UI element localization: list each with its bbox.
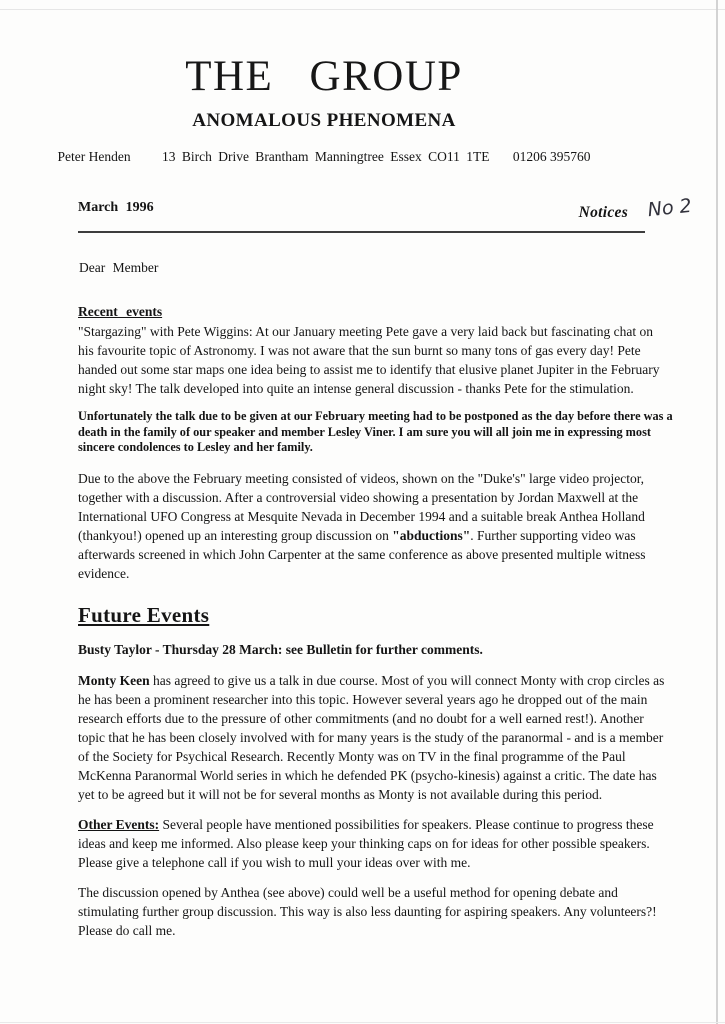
videos-paragraph-continuation: . Further supporting video was afterwards screened in which John Carpenter at the same conference as above presented multiple witness evidence.: [78, 527, 646, 581]
abductions-bold-text: "abductions": [392, 527, 471, 543]
videos-paragraph-text: Due to the above the February meeting consisted of videos, shown on the "Duke's" large video projector, together with a discussion. After a controversial video showing a presentation by Jordan Maxwell at the International UFO Congress at Mesquite Nevada in December 1994 and a suitable break Anthea Holland (thankyou!) opened up an interesting group discussion on: [78, 470, 645, 543]
recent-events-heading: Recent events: [78, 304, 163, 319]
contact-address: 13 Birch Drive Brantham Manningtree Essex CO11 1TE: [161, 149, 490, 164]
group-subtitle: ANOMALOUS PHENOMENA: [192, 110, 456, 131]
monty-keen-text: has agreed to give us a talk in due course. Most of you will connect Monty with crop circles as he has been a prominent researcher into this topic. However several years ago he dropped out of the main research efforts due to the pressure of other commitments (and no doubt for a well earned rest!). Another topic that he has been closely involved with for many years is the study of the paranormal - and is a member of the Society for Psychical Research. Recently Monty was on TV in the final programme of the Paul McKenna Paranormal World series in which he defended PK (psycho-kinesis) against a critic. The date has yet to be agreed but it will not be for several months as Monty is not available during this period.: [78, 672, 665, 802]
scan-edge-top: [0, 9, 725, 10]
notices-label: Notices: [578, 204, 629, 221]
header-rule: [78, 231, 645, 233]
other-events-paragraph: [78, 815, 666, 872]
busty-taylor-line: Busty Taylor - Thursday 28 March: see Bulletin for further comments.: [78, 641, 483, 657]
other-events-label: Other Events:: [78, 816, 160, 832]
handwritten-issue-number: No 2: [646, 194, 693, 222]
group-title: THE GROUP: [185, 53, 463, 100]
salutation: Dear Member: [79, 260, 159, 275]
letterhead: [0, 0, 648, 165]
scan-edge-right: [716, 0, 718, 1024]
contact-line: [0, 149, 648, 165]
notices-group: [578, 194, 693, 222]
other-events-text: Several people have mentioned possibilities for speakers. Please continue to progress these ideas and keep me informed. Also please keep your thinking caps on for ideas for other possible speakers. Please give a telephone call if you wish to mull your ideas over with me.: [78, 816, 654, 870]
contact-phone: 01206 395760: [512, 149, 591, 164]
date-notices-row: [78, 194, 693, 222]
scan-edge-bottom: [0, 1022, 725, 1023]
videos-paragraph: [78, 469, 666, 583]
future-events-section: [78, 603, 666, 940]
monty-keen-name: Monty Keen: [78, 672, 150, 688]
closing-paragraph: The discussion opened by Anthea (see above) could well be a useful method for opening debate and stimulating further group discussion. This way is also less daunting for aspiring speakers. Any volunteers?! Please do call me.: [78, 884, 657, 938]
letter-body: [78, 304, 673, 940]
stargazing-paragraph: "Stargazing" with Pete Wiggins: At our January meeting Pete gave a very laid back but fascinating chat on his favourite topic of Astronomy. I was not aware that the sun burnt so many tons of gas every day! Pete handed out some star maps one idea being to assist me to identify that elusive planet Jupiter in the February night sky! The talk developed into quite an intense general discussion - thanks Pete for the stimulation.: [78, 324, 660, 396]
issue-date: March 1996: [78, 200, 154, 215]
future-events-heading: Future Events: [78, 602, 210, 627]
recent-events-section: [78, 304, 673, 583]
monty-keen-paragraph: [78, 671, 666, 804]
contact-name: Peter Henden: [57, 149, 131, 164]
postponed-paragraph: Unfortunately the talk due to be given at our February meeting had to be postponed as the day before there was a death in the family of our speaker and member Lesley Viner. I am sure you will all join me in expressing most sincere condolences to Lesley and her family.: [78, 409, 673, 454]
